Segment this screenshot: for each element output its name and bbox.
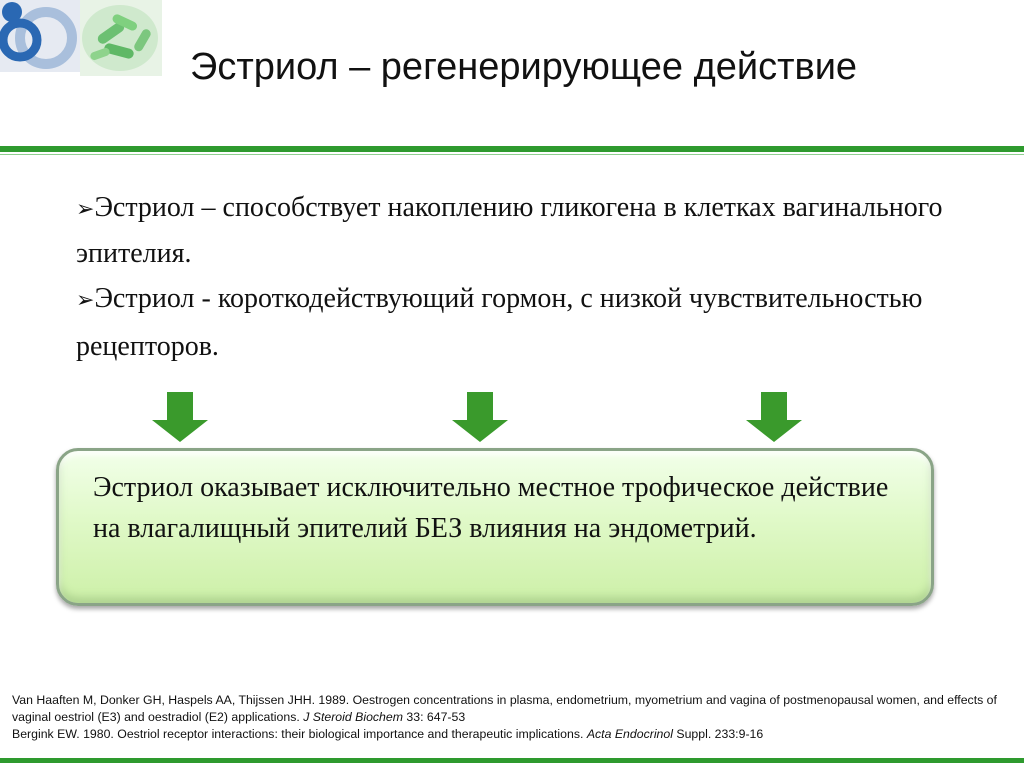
reference-text: Van Haaften M, Donker GH, Haspels AA, Thijssen JHH. 1989. Oestrogen concentrations in plasma, endometrium, myometrium and vagina of postmenopausal women, and effects of vaginal oestriol (E3) and oestradiol (E2) applications. xyxy=(12,693,997,724)
page-title: Эстриол – регенерирующее действие xyxy=(190,46,858,88)
references xyxy=(12,692,1017,743)
reference-journal: J Steroid Biochem xyxy=(303,710,403,724)
conclusion-text: Эстриол оказывает исключительно местное трофическое действие на влагалищный эпителий БЕЗ влияния на эндометрий. xyxy=(93,472,889,544)
bullet-arrow-icon: ➢ xyxy=(76,288,95,313)
bullet-list xyxy=(76,186,976,370)
bacteria-icon xyxy=(82,5,158,71)
down-arrow-icon xyxy=(452,392,508,442)
reference-item xyxy=(12,726,1017,743)
bullet-item xyxy=(76,276,976,370)
reference-pages: Suppl. 233:9-16 xyxy=(672,727,764,741)
conclusion-box xyxy=(56,448,934,606)
logo-graphic xyxy=(0,0,165,78)
down-arrow-icon xyxy=(746,392,802,442)
reference-item xyxy=(12,692,1017,726)
header-divider xyxy=(0,146,1024,152)
bullet-text: Эстриол – способствует накоплению гликогена в клетках вагинального эпителия. xyxy=(76,192,943,269)
reference-pages: 33: 647-53 xyxy=(402,710,466,724)
bullet-text: Эстриол - короткодействующий гормон, с низкой чувствительностью рецепторов. xyxy=(76,283,923,362)
footer-divider xyxy=(0,758,1024,763)
reference-journal: Acta Endocrinol xyxy=(586,727,673,741)
header-divider-thin xyxy=(0,154,1024,155)
bullet-arrow-icon: ➢ xyxy=(76,197,95,222)
bullet-item xyxy=(76,186,976,276)
logo xyxy=(0,0,165,78)
down-arrow-icon xyxy=(152,392,208,442)
reference-text: Bergink EW. 1980. Oestriol receptor interactions: their biological importance and therapeutic implications. xyxy=(12,727,587,741)
